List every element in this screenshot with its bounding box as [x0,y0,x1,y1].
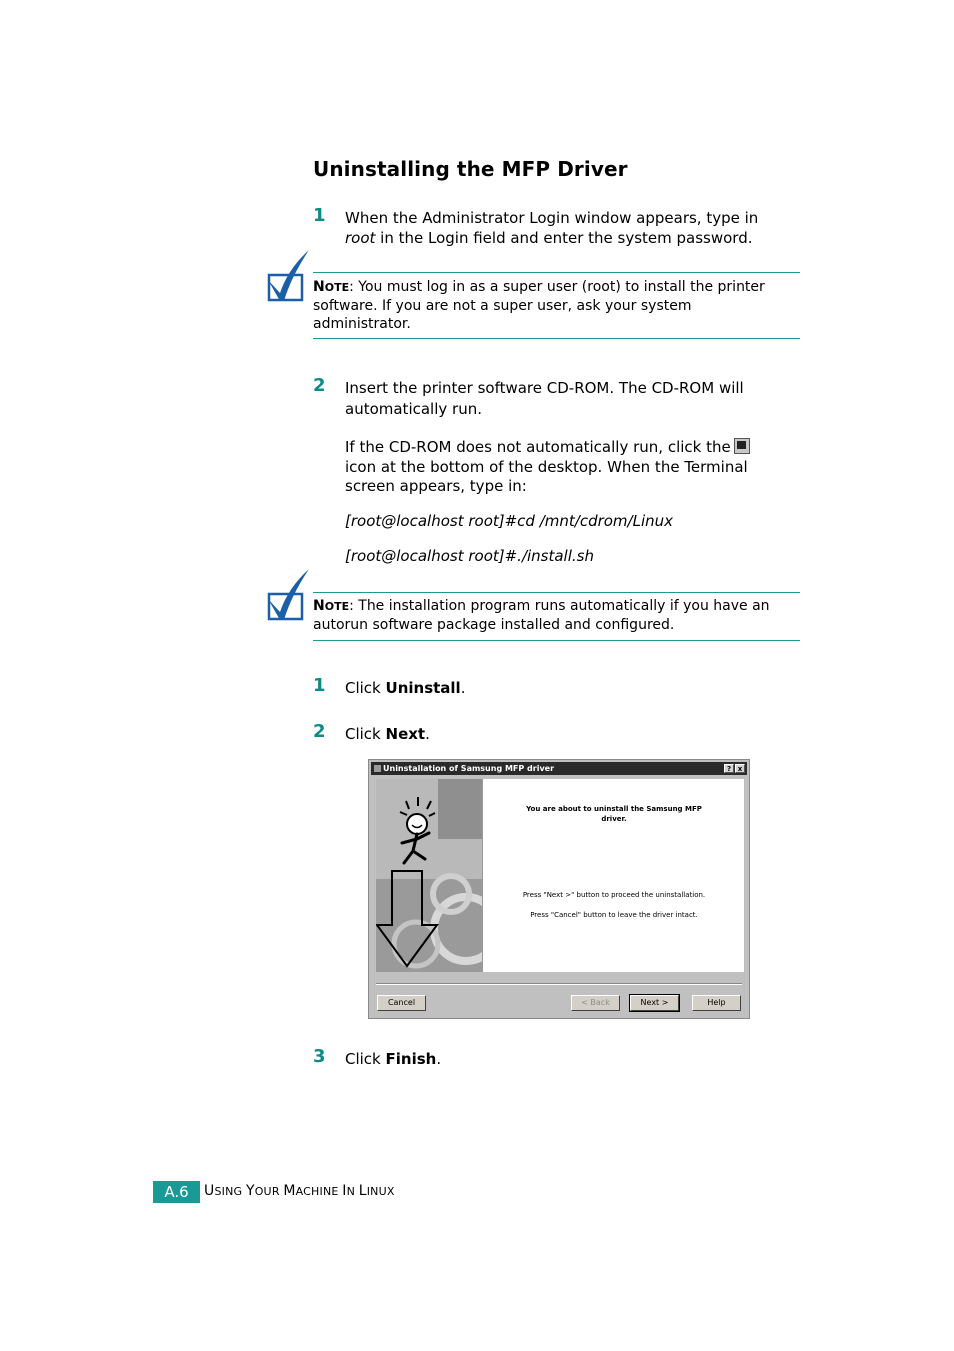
step-number: 3 [313,1046,326,1067]
step-line-rest: in the Login field and enter the system password. [375,229,753,247]
checkmark-note-icon [266,568,310,622]
step-number: 1 [313,205,326,226]
note-top-rule [313,272,800,273]
terminal-icon [734,438,750,454]
step-text [345,208,805,248]
ui-term: Finish [385,1050,437,1068]
command-line: [root@localhost root]#./install.sh [345,547,594,565]
wizard-illustration [376,779,482,972]
ui-term: Next [385,725,426,743]
step-number: 2 [313,375,326,396]
note-bottom-rule [313,338,800,339]
running-footer-title: USING YOUR MACHINE IN LINUX [204,1183,395,1199]
dialog-separator [376,983,742,985]
note-line: administrator. [313,316,411,332]
dialog-info-cancel: Press "Cancel" button to leave the driver intact. [530,911,698,919]
dialog-title: Uninstallation of Samsung MFP driver [383,764,555,773]
cancel-button[interactable]: Cancel [377,995,426,1011]
command-line: [root@localhost root]#cd /mnt/cdrom/Linux [345,512,674,530]
back-button[interactable]: < Back [571,995,620,1011]
note-bottom-rule [313,640,800,641]
step-line: screen appears, type in: [345,477,527,495]
step-text [345,378,805,420]
step-line: When the Administrator Login window appears, type in [345,209,759,227]
dialog-titlebar [371,762,747,775]
step-text: Click Next. [345,725,430,743]
dialog-message: You are about to uninstall the Samsung MFP driver. [526,805,702,823]
wizard-content-panel [482,779,744,972]
step-line: Insert the printer software CD-ROM. The CD-ROM will [345,379,744,397]
uninstall-dialog-screenshot [368,759,750,1019]
help-button[interactable]: Help [692,995,741,1011]
window-icon [374,765,381,772]
step-text: Click Uninstall. [345,679,466,697]
note-line: autorun software package installed and configured. [313,617,675,633]
help-title-button[interactable]: ? [724,764,734,773]
note-line: software. If you are not a super user, ask your system [313,298,692,314]
step-paragraph [345,438,805,497]
close-title-button[interactable]: x [735,764,745,773]
step-line: icon at the bottom of the desktop. When the Terminal [345,457,748,476]
note-text [313,597,803,634]
ui-term: Uninstall [385,679,461,697]
wizard-art-icon [376,779,482,972]
note-line: NOTE: You must log in as a super user (root) to install the printer [313,279,765,295]
step-line: If the CD-ROM does not automatically run, click the [345,438,805,458]
note-line: NOTE: The installation program runs automatically if you have an [313,598,770,614]
page-number: A.6 [153,1181,200,1203]
step-line: automatically run. [345,400,482,418]
dialog-info-next: Press "Next >" button to proceed the uninstallation. [522,891,706,899]
step-line [345,228,805,248]
note-label: NOTE [313,279,350,295]
note-text [313,278,803,333]
section-heading: Uninstalling the MFP Driver [313,157,628,181]
step-text: Click Finish. [345,1050,442,1068]
italic-term: root [345,229,376,247]
note-label: NOTE [313,598,350,614]
note-top-rule [313,592,800,593]
checkmark-note-icon [266,249,310,303]
step-number: 2 [313,721,326,742]
step-number: 1 [313,675,326,696]
next-button[interactable]: Next > [630,995,679,1011]
